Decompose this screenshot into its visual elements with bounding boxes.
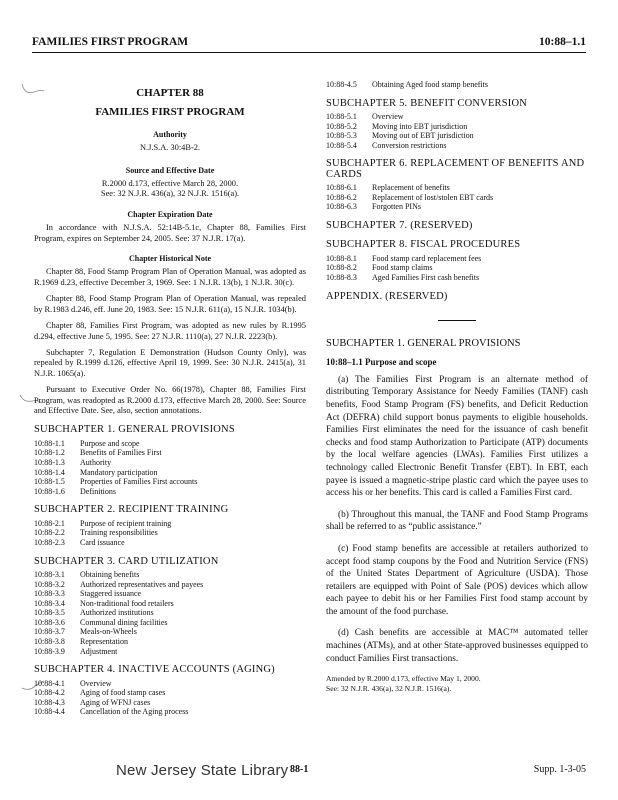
toc-entry-number: 10:88-1.4 <box>34 467 65 477</box>
toc-entry <box>326 202 588 212</box>
toc-entry-title: Training responsibilities <box>80 528 158 538</box>
toc-entry-title: Obtaining Aged food stamp benefits <box>372 80 488 89</box>
page-footer <box>0 762 618 786</box>
running-header <box>32 36 586 52</box>
toc-entry <box>326 273 588 283</box>
toc-entry-title: Aged Families First cash benefits <box>372 272 480 282</box>
toc-entry-number: 10:88-8.3 <box>326 272 357 282</box>
toc-entry <box>34 698 306 708</box>
right-table-of-contents <box>326 99 588 302</box>
toc-entry-number: 10:88-6.1 <box>326 183 357 193</box>
history-paragraph: Chapter 88, Families First Program, was adopted as new rules by R.1995 d.294, effective June 5, 1995. See: 27 N.J.R. 1110(a), 27 N.J.R. 2223(b). <box>34 321 306 341</box>
toc-entry-number: 10:88-2.3 <box>34 537 65 547</box>
toc-entry-number: 10:88-5.3 <box>326 131 357 141</box>
history-paragraph: Chapter 88, Food Stamp Program Plan of Operation Manual, was repealed by R.1983 d.246, eff. June 20, 1983. See: 15 N.J.R. 611(a), 15 N.J.R. 1034(b). <box>34 294 306 314</box>
toc-entry-number: 10:88-5.1 <box>326 112 357 121</box>
toc-entry-title: Forgotten PINs <box>372 202 421 212</box>
paragraph-a: (a) The Families First Program is an alternate method of distributing Temporary Assistance for Needy Families (TANF) cash benefits, Food Stamp Program (FS) benefits, and Deficit Reduction Act (DEFRA) child support bonus payments to eligible households. Families First eliminates the need for the issuance of cash benefit checks and food stamp Authorization to Participate (ATP) documents by the local welfare agencies (LWAs). Families First utilizes a technology called Electronic Benefit Transfer (EBT). In EBT, each payee is issued a magnetic-stripe plastic card which the payee uses to access his or her benefits. This card is called a Families First card. <box>326 374 588 499</box>
header-rule <box>32 52 586 53</box>
toc-entry-title: Overview <box>372 112 404 121</box>
toc-entry-title: Cancellation of the Aging process <box>80 707 189 717</box>
toc-entry <box>34 580 306 590</box>
section-title: 10:88–1.1 Purpose and scope <box>326 357 437 368</box>
toc-entry <box>34 448 306 458</box>
history-paragraph: Chapter 88, Food Stamp Program Plan of Operation Manual, was adopted as R.1969 d.23, effective December 3, 1969. See: 1 N.J.R. 13(b), 1 N.J.R. 30(c). <box>34 267 306 287</box>
expiration-text: In accordance with N.J.S.A. 52:14B-5.1c, Chapter 88, Families First Program, expires on September 24, 2005. See: 37 N.J.R. 17(a). <box>34 223 306 243</box>
source-text-2: See: 32 N.J.R. 436(a), 32 N.J.R. 1516(a). <box>100 189 240 199</box>
header-title: FAMILIES FIRST PROGRAM <box>32 36 189 48</box>
toc-entry-number: 10:88-3.5 <box>34 608 65 618</box>
toc-entry <box>34 647 306 657</box>
toc-entry <box>34 468 306 478</box>
toc-entry <box>34 528 306 538</box>
toc-entry-number: 10:88-3.2 <box>34 579 65 589</box>
toc-entry-title: Replacement of lost/stolen EBT cards <box>372 192 494 202</box>
toc-entry-title: Food stamp claims <box>372 263 433 273</box>
toc-entry-number: 10:88-3.6 <box>34 617 65 627</box>
expiration-heading: Chapter Expiration Date <box>127 209 213 219</box>
supplement-date: Supp. 1-3-05 <box>533 764 586 775</box>
paragraph-c: (c) Food stamp benefits are accessible at retailers authorized to accept food stamp coupons by the Food and Nutrition Service (FNS) of the United States Department of Agriculture (USDA). Those retailers are equipped with Point of Sale (POS) devices which allow each payee to debit his or her Families First food stamp account by the amount of the food purchase. <box>326 543 588 617</box>
toc-entry-number: 10:88-3.8 <box>34 637 65 647</box>
toc-entry-number: 10:88-1.5 <box>34 477 65 487</box>
toc-entry <box>326 122 588 132</box>
toc-entry-number: 10:88-8.2 <box>326 263 357 273</box>
toc-entry <box>34 627 306 637</box>
toc-entry-number: 10:88-1.3 <box>34 457 65 467</box>
subchapter-heading: SUBCHAPTER 4. INACTIVE ACCOUNTS (AGING) <box>34 664 275 676</box>
subchapter-heading: SUBCHAPTER 1. GENERAL PROVISIONS <box>326 337 521 349</box>
subchapter-heading: SUBCHAPTER 6. REPLACEMENT OF BENEFITS AND CARDS <box>326 158 585 180</box>
toc-entry <box>34 608 306 618</box>
toc-entry-number: 10:88-1.2 <box>34 448 65 458</box>
toc-entry <box>34 637 306 647</box>
toc-entry-title: Replacement of benefits <box>372 183 450 193</box>
authority-text: N.J.S.A. 30:4B-2. <box>139 143 201 153</box>
toc-entry <box>34 599 306 609</box>
toc-entry-number: 10:88-4.3 <box>34 697 65 707</box>
toc-entry <box>34 618 306 628</box>
toc-entry-title: Authorized institutions <box>80 608 154 618</box>
history-paragraph: Subchapter 7, Regulation E Demonstration (Hudson County Only), was repealed by R.1999 d.126, effective April 19, 1999. See: 30 N.J.R. 2415(a), 31 N.J.R. 1065(a). <box>34 347 306 378</box>
amendment-citation: See: 32 N.J.R. 436(a), 32 N.J.R. 1516(a). <box>326 683 452 693</box>
toc-entry-title: Card issuance <box>80 537 125 547</box>
toc-entry <box>34 707 306 717</box>
history-heading: Chapter Historical Note <box>128 254 212 264</box>
toc-entry-number: 10:88-1.1 <box>34 438 65 448</box>
toc-entry <box>34 477 306 487</box>
paragraph-d: (d) Cash benefits are accessible at MAC™ automated teller machines (ATMs), and at other State-approved businesses equipped to conduct Families First transactions. <box>326 628 588 664</box>
toc-entry-title: Authority <box>80 457 112 467</box>
subchapter-heading: SUBCHAPTER 8. FISCAL PROCEDURES <box>326 239 521 251</box>
toc-entry-title: Meals-on-Wheels <box>80 627 137 637</box>
toc-entry-number: 10:88-4.2 <box>34 688 65 698</box>
toc-entry <box>34 458 306 468</box>
toc-entry-number: 10:88-1.6 <box>34 486 65 496</box>
toc-entry-title: Non-traditional food retailers <box>80 598 174 608</box>
toc-entry-number: 10:88-3.7 <box>34 627 65 637</box>
toc-entry-number: 10:88-2.1 <box>34 518 65 528</box>
chapter-number: CHAPTER 88 <box>136 87 204 99</box>
toc-entry-title: Purpose and scope <box>80 438 140 448</box>
toc-entry <box>34 538 306 548</box>
page-number: 88-1 <box>290 764 309 775</box>
toc-entry-title: Purpose of recipient training <box>80 518 172 528</box>
toc-entry-title: Benefits of Families First <box>80 448 162 458</box>
toc-entry-number: 10:88-8.1 <box>326 253 357 263</box>
toc-entry-number: 10:88-6.2 <box>326 192 357 202</box>
source-heading: Source and Effective Date <box>125 165 215 175</box>
toc-entry-title: Staggered issuance <box>80 589 142 599</box>
toc-entry <box>326 263 588 273</box>
left-table-of-contents <box>34 425 306 717</box>
toc-entry-title: Definitions <box>80 486 116 496</box>
right-column <box>326 80 588 693</box>
toc-entry-title: Adjustment <box>80 646 118 656</box>
toc-entry-title: Authorized representatives and payees <box>80 579 204 589</box>
paragraph-b: (b) Throughout this manual, the TANF and Food Stamp Programs shall be referred to as “public assistance.” <box>326 509 588 533</box>
toc-entry-number: 10:88-3.1 <box>34 569 65 579</box>
toc-entry <box>326 254 588 264</box>
toc-entry-number: 10:88-3.4 <box>34 598 65 608</box>
toc-entry-title: Obtaining benefits <box>80 569 140 579</box>
toc-entry <box>326 183 588 193</box>
header-section: 10:88–1.1 <box>539 36 586 48</box>
toc-entry-title: Mandatory participation <box>80 467 158 477</box>
library-stamp: New Jersey State Library <box>116 762 289 779</box>
toc-entry <box>34 589 306 599</box>
toc-entry-number: 10:88-5.4 <box>326 140 357 150</box>
toc-entry <box>326 193 588 203</box>
toc-entry-title: Aging of food stamp cases <box>80 688 166 698</box>
toc-entry-title: Properties of Families First accounts <box>80 477 198 487</box>
toc-entry-number: 10:88-5.2 <box>326 121 357 131</box>
section-divider <box>438 320 476 321</box>
toc-entry-title: Communal dining facilities <box>80 617 168 627</box>
toc-entry-title: Aging of WFNJ cases <box>80 697 151 707</box>
toc-entry <box>326 131 588 141</box>
toc-entry-number: 10:88-4.1 <box>34 678 65 688</box>
toc-entry-title: Overview <box>80 678 112 688</box>
toc-entry <box>34 439 306 449</box>
toc-entry <box>34 570 306 580</box>
toc-entry <box>34 487 306 497</box>
chapter-title: FAMILIES FIRST PROGRAM <box>95 106 245 119</box>
subchapter-heading: SUBCHAPTER 5. BENEFIT CONVERSION <box>326 97 528 109</box>
subchapter-heading: SUBCHAPTER 2. RECIPIENT TRAINING <box>34 504 229 516</box>
toc-entry <box>34 679 306 689</box>
subchapter-heading: SUBCHAPTER 3. CARD UTILIZATION <box>34 555 219 567</box>
toc-entry <box>34 688 306 698</box>
authority-heading: Authority <box>153 129 187 139</box>
amendment-note: Amended by R.2000 d.173, effective May 1, 2000. <box>326 674 481 684</box>
toc-entry-number: 10:88-4.4 <box>34 707 65 717</box>
left-column <box>34 80 306 717</box>
toc-entry-title: Moving into EBT jurisdiction <box>372 121 468 131</box>
toc-entry <box>34 519 306 529</box>
toc-entry <box>326 80 588 90</box>
source-text-1: R.2000 d.173, effective March 28, 2000. <box>101 179 239 189</box>
toc-entry-title: Moving out of EBT jurisdiction <box>372 131 474 141</box>
toc-entry-number: 10:88-6.3 <box>326 202 357 212</box>
toc-entry-title: Food stamp card replacement fees <box>372 253 482 263</box>
toc-entry-title: Representation <box>80 637 128 647</box>
toc-entry-number: 10:88-3.9 <box>34 646 65 656</box>
history-paragraph: Pursuant to Executive Order No. 66(1978), Chapter 88, Families First Program, was readopted as R.2000 d.173, effective March 28, 2000. See: Source and Effective Date. See, also, section annotations. <box>34 385 306 415</box>
toc-entry-number: 10:88-4.5 <box>326 80 357 89</box>
toc-entry-title: Conversion restrictions <box>372 140 447 150</box>
subchapter-heading: SUBCHAPTER 1. GENERAL PROVISIONS <box>34 424 235 436</box>
toc-entry <box>326 141 588 151</box>
toc-entry-number: 10:88-2.2 <box>34 528 65 538</box>
toc-entry <box>326 112 588 122</box>
toc-entry-number: 10:88-3.3 <box>34 589 65 599</box>
subchapter-heading: SUBCHAPTER 7. (RESERVED) <box>326 219 473 231</box>
subchapter-heading: APPENDIX. (RESERVED) <box>326 290 448 302</box>
